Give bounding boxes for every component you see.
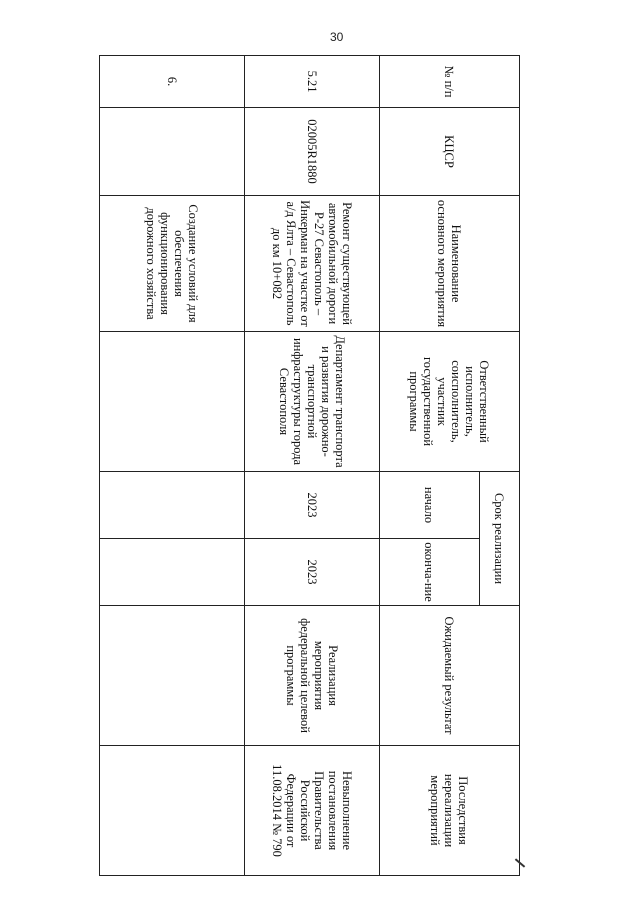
- row-end: 2023: [245, 539, 380, 606]
- row-no: 5.21: [245, 56, 380, 108]
- row-consequences: Невыполнение постановления Правительства Российской Федерации от 11.08.2014 № 790: [245, 746, 380, 876]
- program-table-rotated: [100, 55, 520, 875]
- header-result: Ожидаемый результат: [380, 606, 520, 746]
- page-number: 30: [330, 30, 344, 44]
- row-name: Ремонт существующей автомобильной дороги Р-27 Севастополь – Инкерман на участке от а/д Ялта – Севастополь до км 10+082: [245, 196, 380, 332]
- program-table: [99, 55, 520, 876]
- header-name: Наименование основного мероприятия: [380, 196, 520, 332]
- row-kcsr: 02005R1880: [245, 108, 380, 196]
- row-no: 6.: [100, 56, 245, 108]
- row-executor: [100, 332, 245, 472]
- table-row: [245, 56, 380, 876]
- header-consequences: Последствия нереализации мероприятий: [380, 746, 520, 876]
- header-row-1: [480, 56, 520, 876]
- row-executor: Департамент транспорта и развития дорожно-транспортной инфраструктуры города Севастополя: [245, 332, 380, 472]
- row-end: [100, 539, 245, 606]
- header-kcsr: КЦСР: [380, 108, 520, 196]
- row-kcsr: [100, 108, 245, 196]
- header-no: № п/п: [380, 56, 520, 108]
- header-term: Срок реализации: [480, 472, 520, 606]
- header-term-end: оконча-ние: [380, 539, 480, 606]
- header-term-start: начало: [380, 472, 480, 539]
- row-result: Реализация мероприятия федеральной целевой программы: [245, 606, 380, 746]
- table-row: [100, 56, 245, 876]
- row-result: [100, 606, 245, 746]
- row-name: Создание условий для обеспечения функционирования дорожного хозяйства: [100, 196, 245, 332]
- row-start: [100, 472, 245, 539]
- row-start: 2023: [245, 472, 380, 539]
- header-executor: Ответственный исполнитель, соисполнитель, участник государственной программы: [380, 332, 520, 472]
- row-consequences: [100, 746, 245, 876]
